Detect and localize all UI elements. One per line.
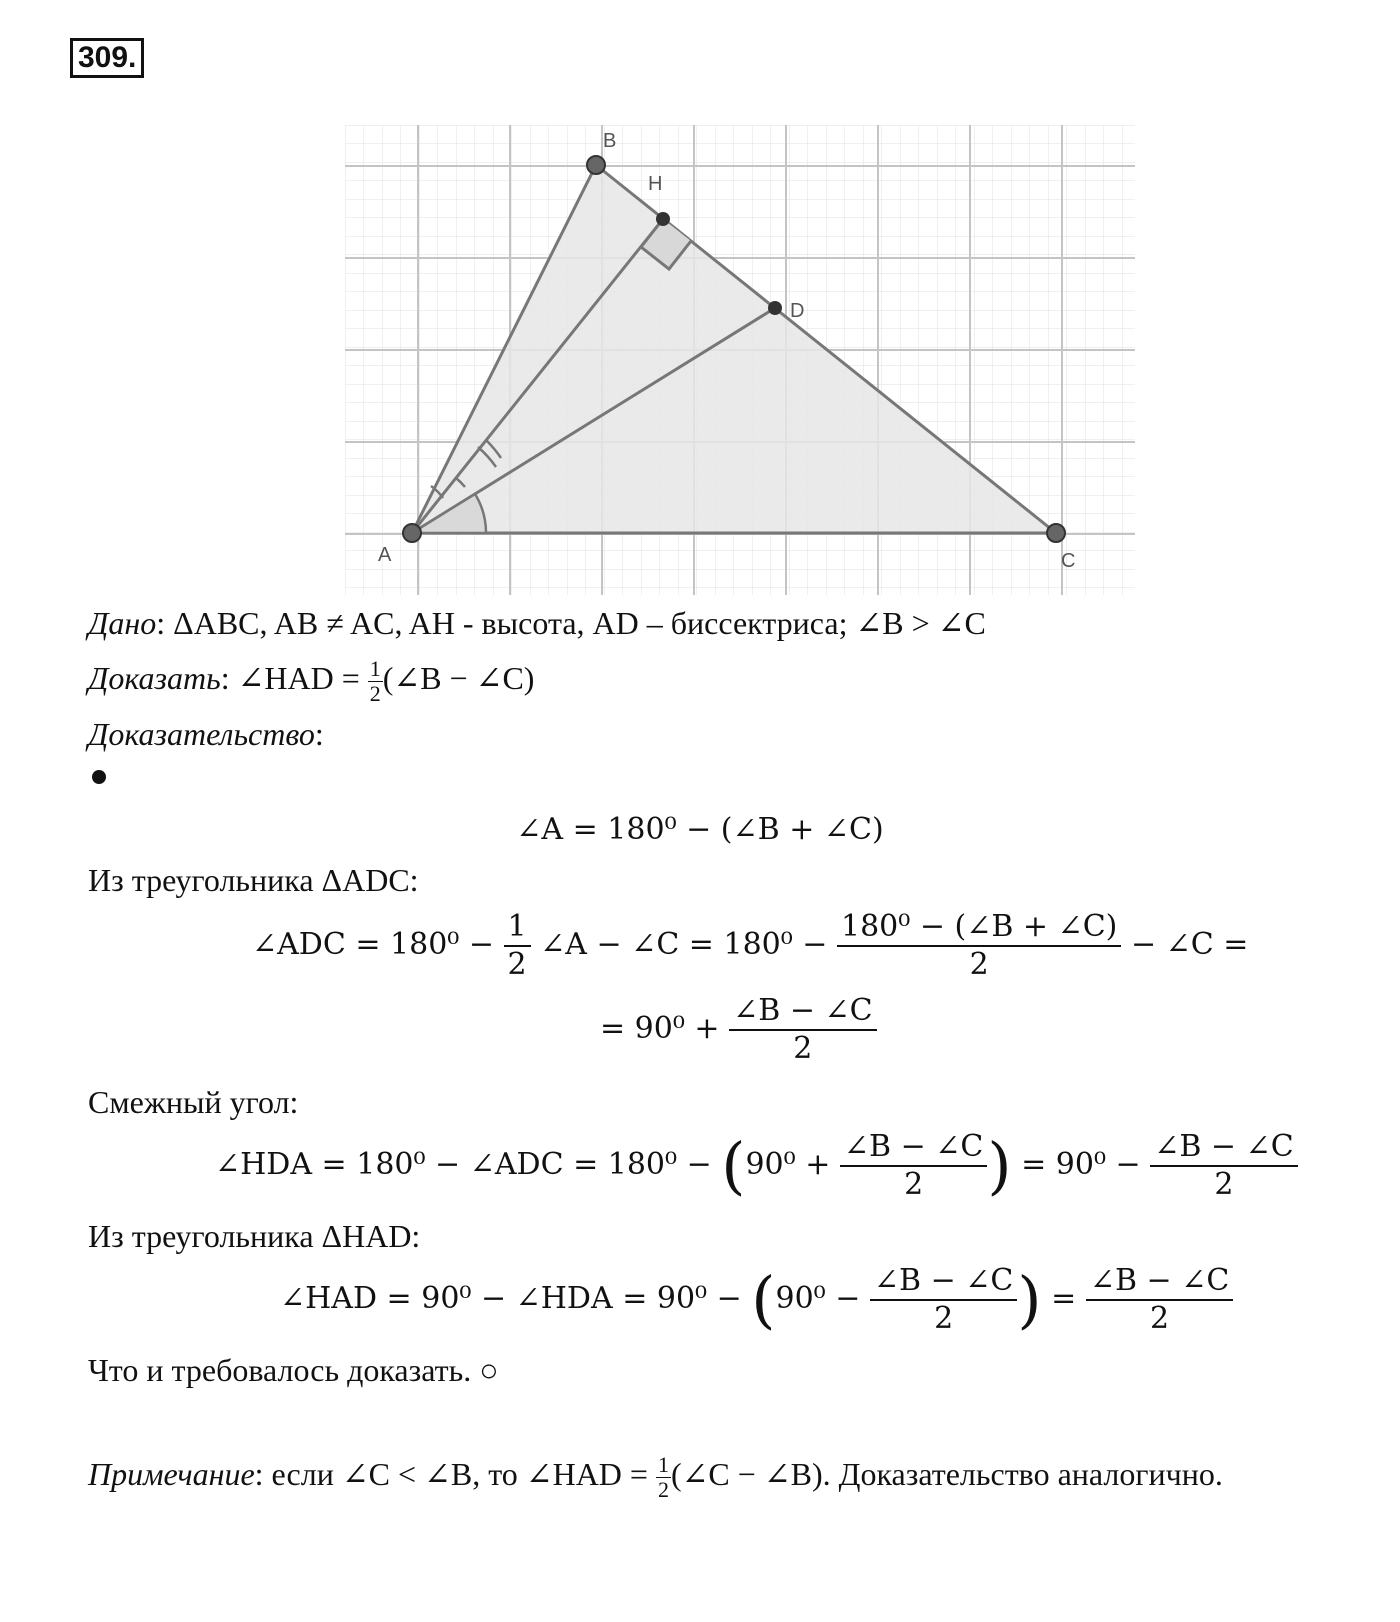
prove-line	[88, 658, 534, 705]
prove-body: : ∠HAD =	[220, 659, 368, 696]
equation-adc: ∠ADC = 180⁰ − $\frac{1}{2}$ ∠A − ∠C = 180⁰ − $\frac{\text{180⁰ − (∠B + ∠C)}}{2}$ − ∠C =	[252, 909, 1249, 982]
triangle-figure	[345, 125, 1165, 615]
given-line	[88, 604, 986, 642]
point-c	[1047, 524, 1065, 542]
point-d	[768, 301, 782, 315]
label-c: C	[1061, 550, 1076, 572]
from-triangle-adc: Из треугольника ΔADC:	[88, 862, 419, 898]
equation-hda: ∠HDA = 180⁰ − ∠ADC = 180⁰ − (90⁰ + $\frac{\angle B - \angle C}{2}$ ) = 90⁰ − $\frac{\angle B - \angle C}{2}$	[215, 1132, 1298, 1200]
equation-angle-a: ∠A = 180⁰ − (∠B + ∠C)	[516, 812, 884, 847]
bullet-icon	[92, 770, 106, 784]
equation-had: ∠HAD = 90⁰ − ∠HDA = 90⁰ − (90⁰ − $\frac{\angle B - \angle C}{2}$ ) = $\frac{\angle B - \angle C}{2}$	[280, 1266, 1233, 1334]
prove-label: Доказать	[88, 659, 221, 696]
adjacent-angle-label: Смежный угол:	[88, 1084, 299, 1120]
point-b	[587, 156, 605, 174]
prove-fraction: $\frac{1}{2}$	[369, 656, 381, 706]
prove-tail: (∠B − ∠C)	[382, 659, 535, 696]
point-a	[403, 524, 421, 542]
proof-heading: Доказательство:	[88, 716, 324, 752]
note-line: Примечание: если ∠C < ∠B, то ∠HAD = $\frac{1}{2}$ (∠C − ∠B). Доказательство аналогично.	[88, 1452, 1223, 1502]
from-triangle-had: Из треугольника ΔHAD:	[88, 1218, 421, 1254]
label-h: H	[648, 173, 663, 195]
given-label: Дано	[88, 605, 157, 641]
label-d: D	[790, 300, 805, 322]
label-a: A	[378, 544, 392, 566]
point-h	[656, 212, 670, 226]
problem-number-badge: 309.	[70, 38, 144, 78]
given-body: : ΔABC, AB ≠ AC, AH - высота, AD – биссектриса; ∠B > ∠C	[156, 605, 986, 641]
equation-adc-result: = 90⁰ + $\frac{\angle B - \angle C}{2}$	[600, 996, 877, 1064]
qed-line: Что и требовалось доказать. ○	[88, 1352, 499, 1388]
label-b: B	[603, 130, 617, 152]
